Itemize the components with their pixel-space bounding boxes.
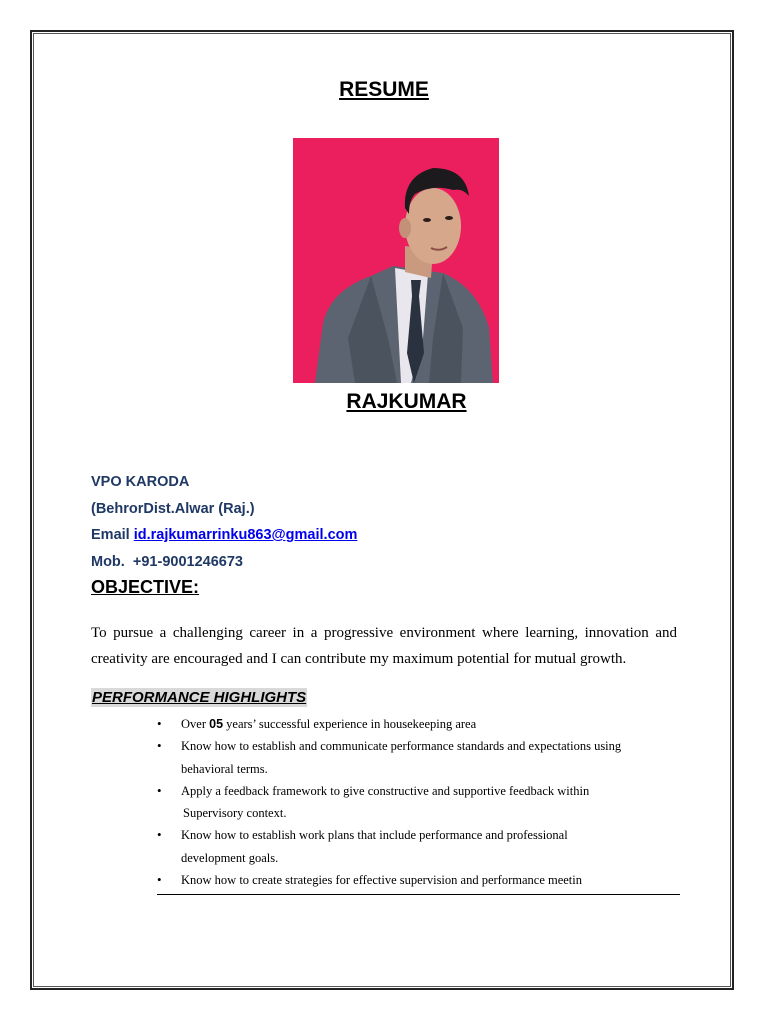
item-text: Supervisory context. xyxy=(183,806,287,821)
performance-list xyxy=(157,713,627,891)
mobile-label: Mob. xyxy=(91,553,125,570)
list-item xyxy=(157,735,627,780)
list-item xyxy=(157,713,627,735)
mobile-line xyxy=(91,549,357,576)
email-label: Email xyxy=(91,527,130,543)
contact-block xyxy=(91,469,357,575)
email-line xyxy=(91,522,357,549)
item-text: development goals. xyxy=(181,850,279,865)
item-text: Know how to create strategies for effective supervision and performance meetin xyxy=(181,873,583,888)
address-line-1: VPO KARODA xyxy=(91,474,190,490)
item-text: years’ successful experience in housekeeping area xyxy=(226,717,477,731)
item-text: behavioral terms. xyxy=(181,761,268,776)
mobile-number: +91-9001246673 xyxy=(132,553,243,570)
profile-photo xyxy=(293,138,499,383)
address-line-2: (BehrorDist.Alwar (Raj.) xyxy=(91,500,255,517)
item-text: Over xyxy=(181,717,206,731)
divider xyxy=(157,894,680,895)
list-item xyxy=(157,869,627,891)
item-text: Know how to establish work plans that include performance and professional xyxy=(181,828,568,843)
years-number: 05 xyxy=(209,717,224,731)
list-item xyxy=(157,780,627,825)
resume-title: RESUME xyxy=(339,78,429,101)
performance-heading: PERFORMANCE HIGHLIGHTS xyxy=(92,689,307,706)
objective-text: To pursue a challenging career in a progressive environment where learning, innovation and creativity are encouraged and I can contribute my maximum potential for mutual growth. xyxy=(91,625,677,667)
person-portrait-icon xyxy=(293,138,499,383)
candidate-name: RAJKUMAR xyxy=(346,390,467,413)
email-link[interactable]: id.rajkumarrinku863@gmail.com xyxy=(133,527,358,543)
item-text: Apply a feedback framework to give constructive and supportive feedback within xyxy=(181,783,590,798)
objective-heading: OBJECTIVE: xyxy=(91,577,200,597)
item-text: Know how to establish and communicate performance standards and expectations using xyxy=(181,739,622,754)
list-item xyxy=(157,824,627,869)
